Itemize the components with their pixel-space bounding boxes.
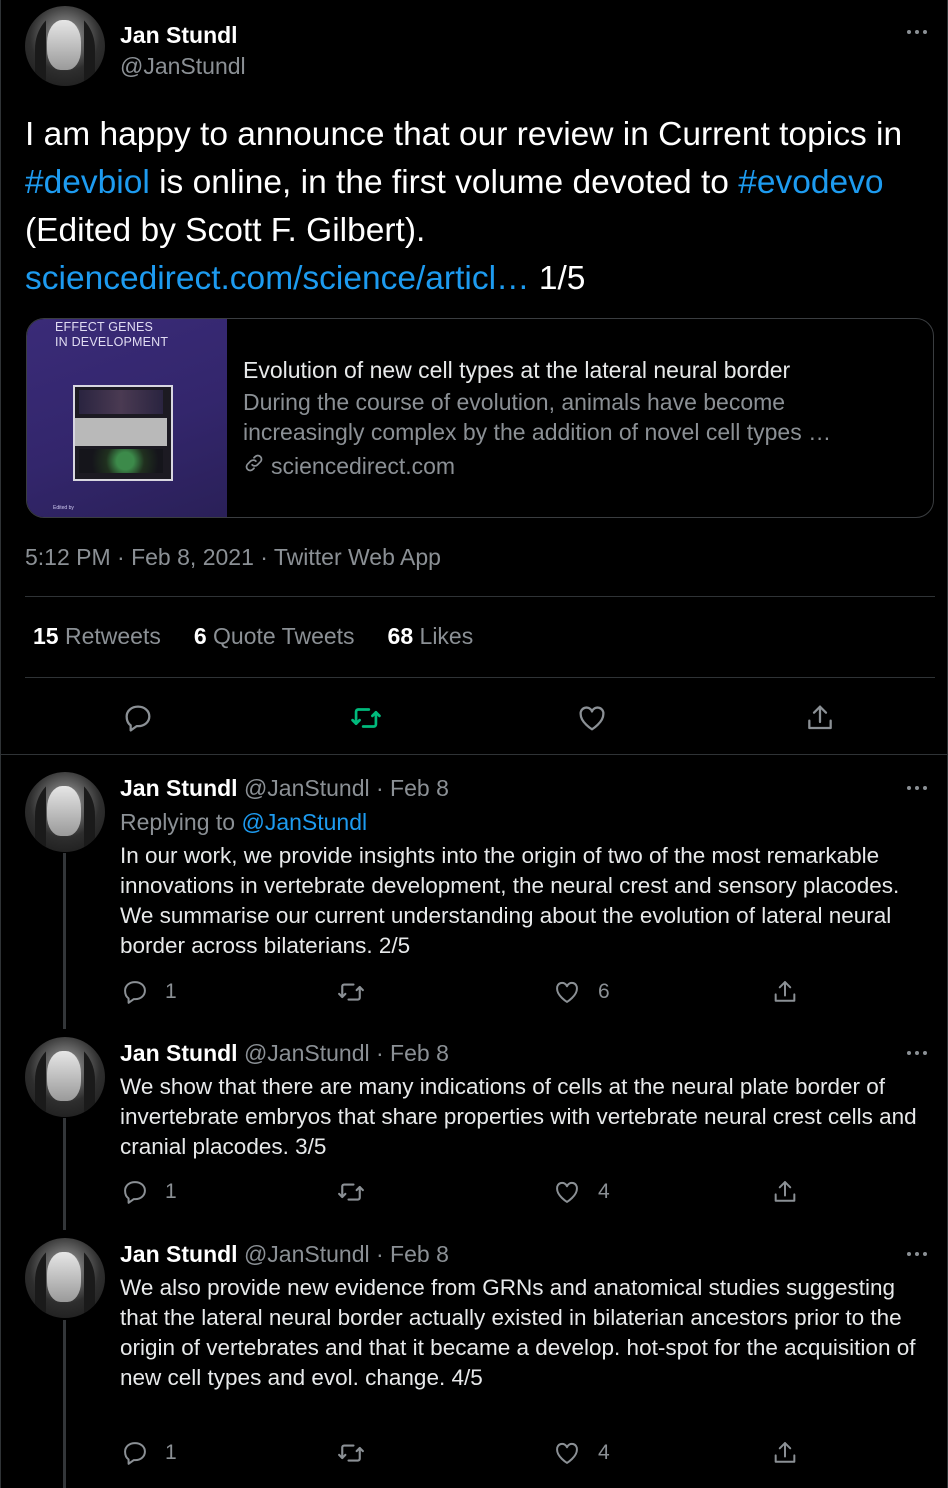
hashtag-link[interactable]: #evodevo: [738, 164, 884, 201]
card-description-line: During the course of evolution, animals have become: [243, 389, 786, 415]
tweet-text-part: I am happy to announce that our review in Current topics in: [25, 116, 903, 153]
more-horizontal-icon[interactable]: [905, 28, 929, 36]
author-handle[interactable]: @JanStundl: [243, 1040, 370, 1066]
more-horizontal-icon[interactable]: [905, 1250, 929, 1258]
card-thumbnail: [27, 319, 227, 517]
section-divider: [1, 754, 947, 755]
retweet-icon[interactable]: [346, 698, 386, 738]
quote-tweets-stat[interactable]: [194, 623, 355, 650]
author-name[interactable]: Jan Stundl: [120, 775, 238, 801]
reply-header: [120, 1040, 449, 1067]
retweet-icon[interactable]: [334, 1436, 368, 1470]
main-tweet-text: [25, 111, 930, 303]
article-url-link[interactable]: sciencedirect.com/science/articl…: [25, 260, 530, 297]
retweets-stat[interactable]: [33, 623, 161, 650]
reply-text: In our work, we provide insights into the origin of two of the most remarkable innovations in vertebrate development, the neural crest and sensory placodes. We summarise our current understanding about the evolution of lateral neural border across bilaterians. 2/5: [120, 843, 900, 958]
reply-text: We also provide new evidence from GRNs and anatomical studies suggesting that the lateral neural border actually existed in bilaterian ancestors prior to the origin of vertebrates and that it became a develop. hot-spot for the acquisition of new cell types and evol. change. 4/5: [120, 1275, 916, 1390]
like-count: 6: [598, 980, 610, 1003]
more-horizontal-icon[interactable]: [905, 784, 929, 792]
likes-count: 68: [387, 623, 414, 649]
retweet-icon[interactable]: [334, 975, 368, 1009]
reply-bubble-icon[interactable]: [118, 698, 158, 738]
tweet-date[interactable]: · Feb 8: [376, 1241, 449, 1267]
reply-tweet[interactable]: [0, 1037, 948, 1227]
reply-text: We show that there are many indications of cells at the neural plate border of invertebrate embryos that share properties with vertebrate neural crest cells and cranial placodes. 3/5: [120, 1074, 917, 1159]
heart-icon[interactable]: [550, 1436, 584, 1470]
author-handle[interactable]: @JanStundl: [243, 1241, 370, 1267]
link-chain-icon: [243, 451, 265, 481]
heart-icon[interactable]: [550, 975, 584, 1009]
tweet-text-part: (Edited by Scott F. Gilbert).: [25, 212, 426, 249]
author-name[interactable]: Jan Stundl: [120, 22, 238, 48]
tweet-timestamp-source[interactable]: 5:12 PM · Feb 8, 2021 · Twitter Web App: [25, 544, 441, 570]
heart-icon[interactable]: [572, 698, 612, 738]
share-upload-icon[interactable]: [768, 1436, 802, 1470]
tweet-text-part: 1/5: [529, 260, 586, 297]
main-tweet-header: [25, 6, 930, 86]
replying-to: [120, 809, 367, 836]
like-count: 4: [598, 1180, 610, 1203]
card-domain-text: sciencedirect.com: [271, 453, 456, 479]
likes-stat[interactable]: [388, 623, 474, 650]
reply-bubble-icon[interactable]: [118, 1436, 152, 1470]
more-horizontal-icon[interactable]: [905, 1049, 929, 1057]
reply-count: 1: [165, 1180, 177, 1203]
share-upload-icon[interactable]: [768, 975, 802, 1009]
reply-tweet[interactable]: [0, 772, 948, 1022]
avatar[interactable]: [25, 772, 105, 852]
reply-bubble-icon[interactable]: [118, 975, 152, 1009]
link-preview-card[interactable]: [26, 318, 934, 518]
replying-to-label: Replying to: [120, 809, 236, 835]
avatar[interactable]: [25, 1037, 105, 1117]
card-description-line: increasingly complex by the addition of novel cell types …: [243, 419, 832, 445]
hashtag-link[interactable]: #devbiol: [25, 164, 150, 201]
divider: [25, 677, 935, 678]
reply-header: [120, 775, 449, 802]
quote-tweets-label: Quote Tweets: [213, 623, 355, 649]
divider: [25, 596, 935, 597]
card-domain: [243, 451, 923, 481]
engagement-stats: [33, 623, 473, 650]
thumbnail-title: EFFECT GENES IN DEVELOPMENT: [55, 320, 169, 349]
share-upload-icon[interactable]: [768, 1175, 802, 1209]
tweet-date[interactable]: · Feb 8: [376, 775, 449, 801]
tweet-date[interactable]: · Feb 8: [376, 1040, 449, 1066]
share-upload-icon[interactable]: [800, 698, 840, 738]
retweet-icon[interactable]: [334, 1175, 368, 1209]
author-name[interactable]: Jan Stundl: [120, 1241, 238, 1267]
reply-tweet[interactable]: [0, 1238, 948, 1488]
thumbnail-figure: [73, 385, 173, 481]
card-title: Evolution of new cell types at the lateral neural border: [243, 357, 791, 383]
reply-count: 1: [165, 980, 177, 1003]
reply-count: 1: [165, 1441, 177, 1464]
tweet-text-part: is online, in the first volume devoted to: [149, 164, 739, 201]
reply-header: [120, 1241, 449, 1268]
likes-label: Likes: [419, 623, 474, 649]
avatar[interactable]: [25, 6, 105, 86]
reply-bubble-icon[interactable]: [118, 1175, 152, 1209]
card-description: [243, 387, 923, 447]
author-handle[interactable]: @JanStundl: [243, 775, 370, 801]
like-count: 4: [598, 1441, 610, 1464]
card-body: [243, 355, 923, 481]
quote-tweets-count: 6: [193, 623, 207, 649]
retweets-label: Retweets: [64, 623, 161, 649]
retweets-count: 15: [33, 623, 59, 649]
author-name[interactable]: Jan Stundl: [120, 1040, 238, 1066]
replying-to-handle[interactable]: @JanStundl: [241, 809, 368, 835]
heart-icon[interactable]: [550, 1175, 584, 1209]
author-handle[interactable]: @JanStundl: [120, 53, 246, 79]
thumbnail-caption: Edited by: [53, 505, 74, 511]
avatar[interactable]: [25, 1238, 105, 1318]
